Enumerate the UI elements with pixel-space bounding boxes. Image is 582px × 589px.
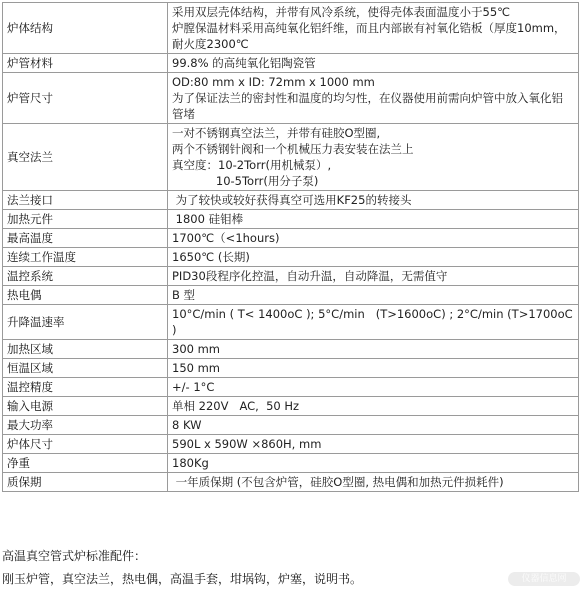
- spec-value-line: 单相 220V AC, 50 Hz: [172, 399, 300, 413]
- spec-value-line: 1800 硅钼棒: [172, 212, 244, 226]
- spec-value: [168, 3, 579, 54]
- spec-label: 最大功率: [3, 416, 168, 435]
- table-row: [3, 286, 579, 305]
- spec-value-line: 8 KW: [172, 418, 202, 432]
- spec-value: [168, 210, 579, 229]
- spec-value: [168, 397, 579, 416]
- table-row: [3, 397, 579, 416]
- spec-value-line: 10°C/min ( T< 1400oC ); 5°C/min (T>1600oC) ; 2°C/min (T>1700oC ): [172, 307, 577, 337]
- spec-label: 质保期: [3, 473, 168, 492]
- spec-value-line: OD:80 mm x ID: 72mm x 1000 mm: [172, 75, 375, 89]
- spec-value-line: 为了保证法兰的密封性和温度的均匀性，在仪器使用前需向炉管中放入氧化铝管堵: [172, 91, 563, 121]
- table-row: [3, 54, 579, 73]
- spec-value: [168, 473, 579, 492]
- spec-value: [168, 191, 579, 210]
- table-row: [3, 248, 579, 267]
- spec-value: [168, 454, 579, 473]
- spec-value-line: 一年质保期 (不包含炉管，硅胶O型圈, 热电偶和加热元件损耗件): [172, 475, 504, 489]
- table-row: [3, 416, 579, 435]
- spec-label: 输入电源: [3, 397, 168, 416]
- spec-label: 炉体尺寸: [3, 435, 168, 454]
- table-row: [3, 124, 579, 191]
- spec-value: [168, 305, 579, 340]
- spec-value-line: B 型: [172, 288, 196, 302]
- spec-label: 真空法兰: [3, 124, 168, 191]
- watermark-text: 仪器信息网: [521, 574, 567, 584]
- spec-label: 炉管材料: [3, 54, 168, 73]
- spec-value-line: 采用双层壳体结构，并带有风冷系统，使得壳体表面温度小于55℃: [172, 5, 511, 19]
- spec-label: 升降温速率: [3, 305, 168, 340]
- spec-label: 法兰接口: [3, 191, 168, 210]
- spec-value-line: PID30段程序化控温，自动升温，自动降温，无需值守: [172, 269, 448, 283]
- accessories-title: 高温真空管式炉标准配件：: [2, 549, 147, 563]
- spec-table: [2, 2, 579, 492]
- spec-value: [168, 416, 579, 435]
- table-row: [3, 435, 579, 454]
- spec-value-line: 99.8% 的高纯氧化铝陶瓷管: [172, 56, 316, 70]
- spec-label: 热电偶: [3, 286, 168, 305]
- spec-value: [168, 340, 579, 359]
- table-row: [3, 3, 579, 54]
- table-row: [3, 191, 579, 210]
- spec-table-body: [3, 3, 579, 492]
- spec-value: [168, 248, 579, 267]
- spec-value: [168, 359, 579, 378]
- table-row: [3, 267, 579, 286]
- spec-value-line: 300 mm: [172, 342, 221, 356]
- spec-value-line: 10-5Torr(用分子泵): [172, 174, 319, 188]
- spec-value-line: 炉膛保温材料采用高纯氧化铝纤维，而且内部嵌有衬氧化锆板（厚度10mm，耐火度2300℃: [172, 21, 566, 51]
- spec-value: [168, 54, 579, 73]
- spec-value-line: +/- 1°C: [172, 380, 215, 394]
- table-row: [3, 454, 579, 473]
- table-row: [3, 473, 579, 492]
- spec-value: [168, 73, 579, 124]
- spec-value-line: 为了较快或较好获得真空可选用KF25的转接头: [172, 193, 412, 207]
- spec-value: [168, 267, 579, 286]
- spec-value: [168, 229, 579, 248]
- spec-label: 恒温区域: [3, 359, 168, 378]
- spec-label: 最高温度: [3, 229, 168, 248]
- table-row: [3, 229, 579, 248]
- spec-value: [168, 378, 579, 397]
- spec-value-line: 590L x 590W ×860H, mm: [172, 437, 322, 451]
- spec-value-line: 150 mm: [172, 361, 221, 375]
- table-row: [3, 340, 579, 359]
- table-row: [3, 378, 579, 397]
- table-row: [3, 210, 579, 229]
- spec-value-line: 真空度：10-2Torr(用机械泵）,: [172, 158, 332, 172]
- accessories-list: 刚玉炉管，真空法兰，热电偶，高温手套，坩埚钩，炉塞，说明书。: [2, 572, 363, 586]
- spec-label: 加热区域: [3, 340, 168, 359]
- spec-label: 净重: [3, 454, 168, 473]
- spec-label: 炉体结构: [3, 3, 168, 54]
- spec-label: 温控精度: [3, 378, 168, 397]
- spec-value-line: 1650℃ (长期): [172, 250, 250, 264]
- spec-value-line: 两个不锈钢针阀和一个机械压力表安装在法兰上: [172, 142, 414, 156]
- watermark-logo: [508, 572, 580, 586]
- spec-value-line: 180Kg: [172, 456, 209, 470]
- spec-value-line: 1700℃（<1hours): [172, 231, 280, 245]
- spec-label: 连续工作温度: [3, 248, 168, 267]
- table-row: [3, 359, 579, 378]
- table-row: [3, 73, 579, 124]
- spec-value-line: 一对不锈钢真空法兰，并带有硅胶O型圈,: [172, 126, 381, 140]
- table-row: [3, 305, 579, 340]
- spec-label: 温控系统: [3, 267, 168, 286]
- spec-value: [168, 435, 579, 454]
- spec-value: [168, 286, 579, 305]
- spec-label: 加热元件: [3, 210, 168, 229]
- spec-value: [168, 124, 579, 191]
- spec-label: 炉管尺寸: [3, 73, 168, 124]
